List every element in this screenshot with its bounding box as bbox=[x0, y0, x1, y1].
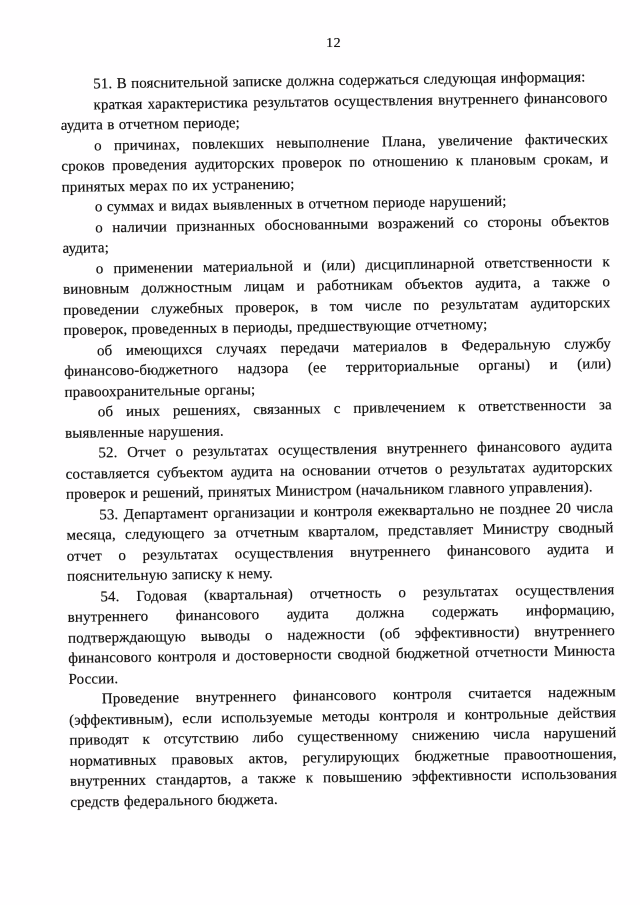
para-54-note: Проведение внутреннего финансового контроля считается надежным (эффективным), если используемые методы контроля и контрольные действия приводят к отсутствию либо существенному снижению числа нарушений нормативных правовых актов, регулирующих бюджетные правоотношения, внутренних стандартов, а также к повышению эффективности использования средств федерального бюджета. bbox=[68, 684, 617, 811]
para-51-sub-1: краткая характеристика результатов осуществления внутреннего финансового аудита в отчетном периоде; bbox=[60, 89, 608, 134]
para-51-sub-3: о суммах и видах выявленных в отчетном периоде нарушений; bbox=[94, 193, 507, 216]
para-53: 53. Департамент организации и контроля ежеквартально не позднее 20 числа месяца, следующего за отчетным кварталом, представляет Министру сводный отчет о результатах осуществления внутреннего финансового аудита и пояснительную записку к нему. bbox=[66, 499, 614, 585]
para-51-sub-5: о применении материальной и (или) дисциплинарной ответственности к виновным должностным лицам и работникам объектов аудита, а также о проведении служебных проверок, в том числе по результатам аудиторских проверок, проведенных в периоды, предшествующие отчетному; bbox=[62, 253, 611, 339]
para-51-sub-7: об иных решениях, связанных с привлечением к ответственности за выявленные нарушения. bbox=[64, 397, 612, 442]
para-51-sub-4: о наличии признанных обоснованными возражений со стороны объектов аудита; bbox=[62, 212, 610, 257]
para-52: 52. Отчет о результатах осуществления внутреннего финансового аудита составляется субъектом аудита на основании отчетов о результатах аудиторских проверок и решений, принятых Министром (начальником главного управления). bbox=[65, 438, 613, 503]
para-51: 51. В пояснительной записке должна содержаться следующая информация: bbox=[93, 69, 586, 93]
para-51-sub-2: о причинах, повлекших невыполнение Плана, увеличение фактических сроков проведения аудиторских проверок по отношению к плановым срокам, и принятых мерах по их устранению; bbox=[61, 130, 609, 196]
page-number: 12 bbox=[326, 36, 341, 51]
para-51-sub-6: об имеющихся случаях передачи материалов в Федеральную службу финансово-бюджетного надзора (ее территориальные органы) и (или) правоохранительные органы; bbox=[64, 335, 612, 401]
document-body bbox=[60, 67, 617, 813]
para-54: 54. Годовая (квартальная) отчетность о результатах осуществления внутреннего финансового аудита должна содержать информацию, подтверждающую выводы о надежности (об эффективности) внутреннего финансового контроля и достоверности сводной бюджетной отчетности Минюста России. bbox=[67, 581, 616, 688]
